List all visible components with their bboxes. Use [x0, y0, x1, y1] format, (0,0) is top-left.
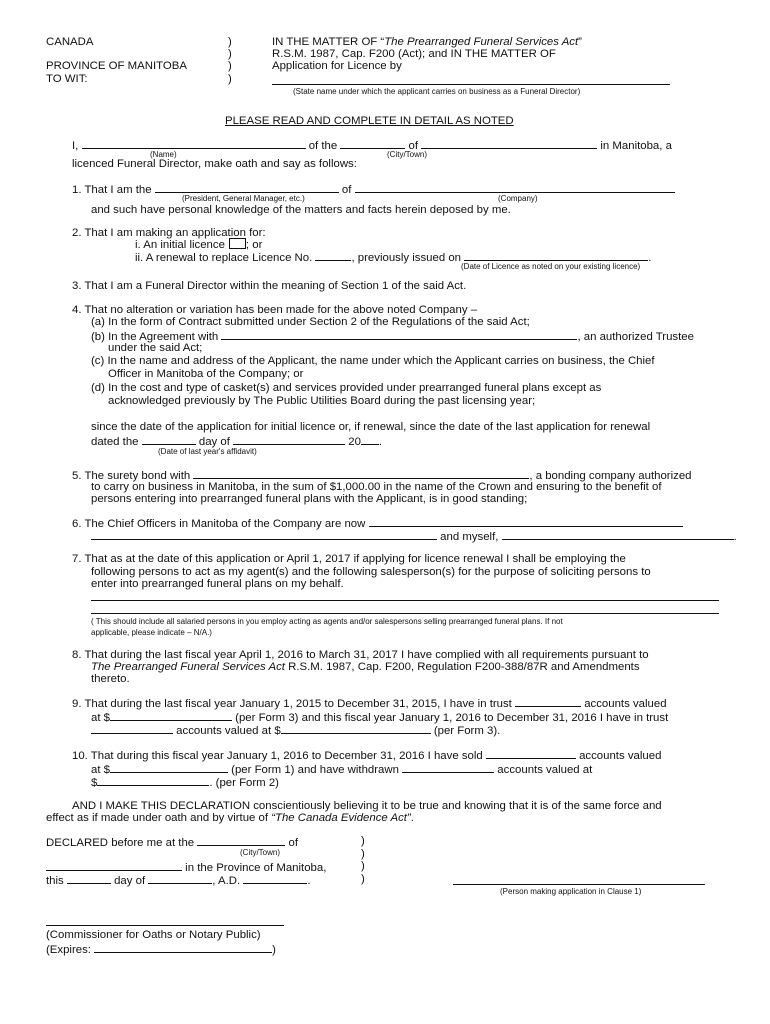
clause-7-note-2: applicable, please indicate – N/A.) [91, 628, 212, 637]
declared-month-field[interactable] [148, 873, 212, 884]
signing-bracket: ) [361, 835, 365, 847]
chief-officers-field[interactable] [369, 516, 683, 527]
bonding-company-field[interactable] [193, 468, 529, 479]
declaration-line-1: AND I MAKE THIS DECLARATION conscientiously believing it to be true and knowing that it is of the same force and [72, 800, 662, 812]
clause-1-line-2: and such have personal knowledge of the matters and facts herein deposed by me. [91, 204, 511, 216]
licence-number-field[interactable] [315, 250, 351, 261]
clause-7-line-2: following persons to act as my agent(s) and the following salesperson(s) for the purpose of soliciting persons to [91, 566, 651, 578]
position-field[interactable] [155, 182, 339, 193]
sold-value-field[interactable] [110, 762, 228, 773]
trust-value-2016-field[interactable] [281, 723, 431, 734]
clause-4-since: since the date of the application for initial licence or, if renewal, since the date of the last application for renewal [91, 421, 651, 433]
clause-4-c: (c) In the name and address of the Applicant, the name under which the Applicant carries on business, the Chief [91, 355, 655, 367]
commissioner-title: (Commissioner for Oaths or Notary Public) [46, 929, 261, 941]
clause-8-line-2: The Prearranged Funeral Services Act R.S.M. 1987, Cap. F200, Regulation F200-388/87R and Amendments [91, 661, 640, 673]
city-field[interactable] [421, 138, 597, 149]
chief-officers-field-2[interactable] [91, 529, 437, 540]
clause-10-line-1: 10. That during this fiscal year January 1, 2016 to December 31, 2016 I have sold accounts valued [72, 750, 662, 762]
clause-4-b-cont: under the said Act; [108, 342, 203, 354]
commissioner-expires: (Expires: ) [46, 944, 276, 956]
trustee-field[interactable] [221, 329, 577, 340]
clause-5-line-2: to carry on business in Manitoba, in the sum of $1,000.00 in the name of the Crown and ensuring to the benefit of [91, 481, 662, 493]
intro-line-1: I, of the of in Manitoba, a [72, 140, 672, 152]
company-note: (Company) [498, 194, 538, 203]
clause-4-line-1: 4. That no alteration or variation has been made for the above noted Company – [72, 304, 478, 316]
declared-year-field[interactable] [243, 873, 307, 884]
initial-licence-checkbox[interactable] [229, 238, 246, 249]
clause-1-line-1: 1. That I am the of [72, 182, 675, 197]
declared-day-field[interactable] [67, 873, 111, 884]
state-name-note: (State name under which the applicant carries on business as a Funeral Director) [293, 87, 581, 96]
header-bracket: ) [228, 73, 232, 85]
header-bracket: ) [228, 60, 232, 72]
clause-9-line-3: accounts valued at $ (per Form 3). [91, 723, 500, 738]
clause-4-c-cont: Officer in Manitoba of the Company; or [108, 368, 304, 380]
instruction-heading: PLEASE READ AND COMPLETE IN DETAIL AS NOTED [225, 115, 514, 127]
of-the-field[interactable] [340, 138, 405, 149]
intro-line-2: licenced Funeral Director, make oath and say as follows: [72, 158, 357, 170]
applicant-signature-line[interactable] [453, 884, 705, 885]
clause-10-line-2: at $ (per Form 1) and have withdrawn accounts valued at [91, 764, 593, 776]
clause-7-note-1: ( This should include all salaried persons in you employ acting as agents and/or salespersons selling prearranged funeral plans. If not [91, 617, 563, 626]
clause-6-line-2: and myself, . [91, 529, 737, 544]
trust-value-2015-field[interactable] [110, 710, 232, 721]
clause-9-line-1: 9. That during the last fiscal year January 1, 2015 to December 31, 2015, I have in trust accounts valued [72, 698, 667, 710]
declared-at-field[interactable] [197, 835, 285, 846]
position-note: (President, General Manager, etc.) [182, 194, 305, 203]
expiry-date-field[interactable] [94, 942, 272, 953]
trust-accounts-2016-field[interactable] [91, 723, 173, 734]
clause-4-d-cont: acknowledged previously by The Public Utilities Board during the past licensing year; [108, 395, 536, 407]
agents-line-1[interactable] [91, 600, 719, 601]
company-field[interactable] [355, 182, 675, 193]
affidavit-day-field[interactable] [142, 434, 196, 445]
clause-5-line-1: 5. The surety bond with , a bonding company authorized [72, 470, 692, 482]
clause-10-line-3: $ . (per Form 2) [91, 777, 279, 789]
name-note: (Name) [150, 150, 177, 159]
withdrawn-accounts-field[interactable] [402, 762, 494, 773]
applicant-name-field[interactable] [272, 84, 670, 85]
clause-6-line-1: 6. The Chief Officers in Manitoba of the Company are now [72, 516, 683, 531]
clause-4-dated: dated the day of 20 . [91, 436, 383, 448]
sold-accounts-field[interactable] [486, 748, 576, 759]
clause-4-d: (d) In the cost and type of casket(s) and services provided under prearranged funeral plans except as [91, 382, 602, 394]
clause-7-line-3: enter into prearranged funeral plans on my behalf. [91, 578, 344, 590]
clause-8-line-1: 8. That during the last fiscal year April 1, 2016 to March 31, 2017 I have complied with all requirements pursuant to [72, 649, 649, 661]
clause-4-b: (b) In the Agreement with , an authorized Trustee [91, 331, 694, 343]
date-line: this day of , A.D. . [46, 875, 311, 887]
jurisdiction-to-wit: TO WIT: [46, 73, 88, 85]
commissioner-signature-line[interactable] [46, 925, 284, 926]
clause-8-line-3: thereto. [91, 673, 130, 685]
licence-date-note: (Date of Licence as noted on your existing licence) [461, 262, 641, 271]
chief-officers-field-3[interactable] [502, 529, 734, 540]
clause-2-initial: i. An initial licence ; or [135, 239, 263, 251]
clause-3: 3. That I am a Funeral Director within the meaning of Section 1 of the said Act. [72, 280, 467, 292]
affidavit-year-field[interactable] [361, 434, 379, 445]
issue-date-field[interactable] [464, 250, 648, 261]
jurisdiction-canada: CANADA [46, 36, 94, 48]
declared-city-note: (City/Town) [240, 848, 281, 857]
clause-4-a: (a) In the form of Contract submitted under Section 2 of the Regulations of the said Act; [91, 316, 530, 328]
withdrawn-value-field[interactable] [97, 775, 209, 786]
affidavit-month-field[interactable] [233, 434, 345, 445]
header-bracket: ) [228, 36, 232, 48]
matter-line-3: Application for Licence by [272, 60, 402, 72]
declaration-line-2: effect as if made under oath and by virtue of “The Canada Evidence Act”. [46, 812, 414, 824]
clause-7-line-1: 7. That as at the date of this application or April 1, 2017 if applying for licence renewal I shall be employing the [72, 553, 626, 565]
signing-bracket: ) [361, 860, 365, 872]
trust-accounts-2015-field[interactable] [515, 696, 581, 707]
declared-line: DECLARED before me at the of [46, 837, 298, 849]
province-line: in the Province of Manitoba, [46, 860, 326, 875]
declared-city-field[interactable] [46, 860, 182, 871]
signing-bracket: ) [361, 873, 365, 885]
clause-2-renewal: ii. A renewal to replace Licence No. , previously issued on . [135, 252, 652, 264]
clause-2-line-1: 2. That I am making an application for: [72, 227, 266, 239]
signing-bracket: ) [361, 848, 365, 860]
agents-line-2[interactable] [91, 613, 719, 614]
city-note: (City/Town) [387, 150, 428, 159]
affidavit-note: (Date of last year's affidavit) [158, 447, 257, 456]
person-note: (Person making application in Clause 1) [500, 887, 642, 896]
deponent-name-field[interactable] [82, 138, 306, 149]
matter-line-1: IN THE MATTER OF “The Prearranged Funeral Services Act” [272, 36, 582, 48]
clause-5-line-3: persons entering into prearranged funeral plans with the Applicant, is in good standing; [91, 493, 528, 505]
jurisdiction-province: PROVINCE OF MANITOBA [46, 60, 187, 72]
header-bracket: ) [228, 48, 232, 60]
matter-line-2: R.S.M. 1987, Cap. F200 (Act); and IN THE MATTER OF [272, 48, 556, 60]
clause-9-line-2: at $ (per Form 3) and this fiscal year January 1, 2016 to December 31, 2016 I have in trust [91, 712, 669, 724]
